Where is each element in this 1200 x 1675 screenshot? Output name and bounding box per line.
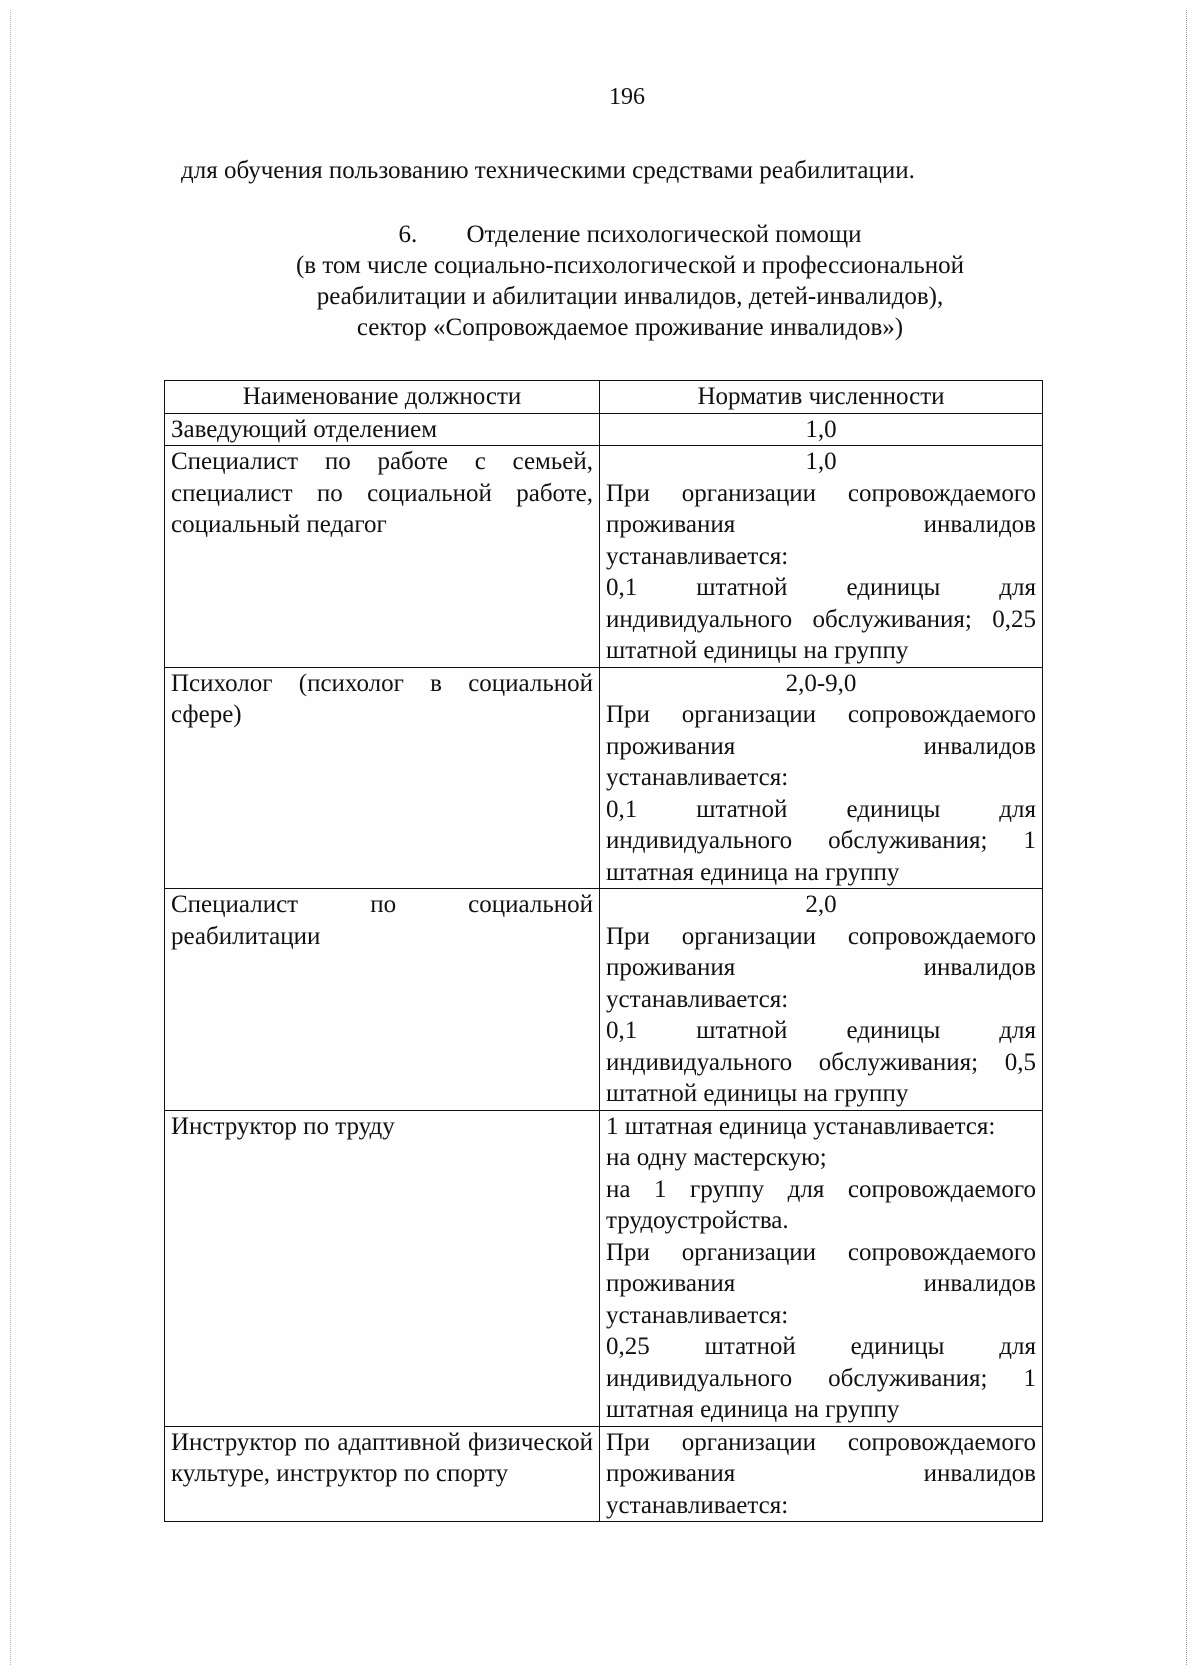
scan-edge-left <box>10 10 12 1665</box>
norm-detail: 0,1 штатной единицы для индивидуального обслуживания; 0,25 штатной единицы на группу <box>606 574 1036 664</box>
table-row <box>165 1426 1043 1522</box>
table-row <box>165 413 1043 446</box>
section-title-line-2: (в том числе социально-психологической и профессиональной <box>295 252 965 279</box>
norm-cell <box>600 446 1043 668</box>
table-row <box>165 446 1043 668</box>
norm-line: 0,25 штатной единицы для индивидуального обслуживания; 1 штатная единица на группу <box>606 1333 1036 1423</box>
position-cell: Заведующий отделением <box>165 413 600 446</box>
norm-value: 2,0-9,0 <box>785 669 857 697</box>
norm-text: При организации сопровождаемого проживания инвалидов устанавливается: <box>606 922 1036 1013</box>
norm-cell <box>600 1426 1043 1522</box>
table-header-row <box>165 381 1043 414</box>
section-title-line-3: реабилитации и абилитации инвалидов, детей-инвалидов), <box>316 283 944 310</box>
section-title-line-4: сектор «Сопровождаемое проживание инвалидов») <box>356 314 904 341</box>
norm-line: 1 штатная единица устанавливается: <box>606 1112 996 1140</box>
section-title-line-1 <box>200 219 1060 250</box>
norm-text: При организации сопровождаемого проживания инвалидов устанавливается: <box>606 479 1036 570</box>
norm-detail: 0,1 штатной единицы для индивидуального обслуживания; 1 штатная единица на группу <box>606 795 1036 886</box>
position-cell: Инструктор по адаптивной физической культуре, инструктор по спорту <box>165 1426 600 1522</box>
norm-value: 1,0 <box>805 415 837 443</box>
norm-detail: 0,1 штатной единицы для индивидуального обслуживания; 0,5 штатной единицы на группу <box>606 1017 1036 1107</box>
position-cell: Инструктор по труду <box>165 1110 600 1426</box>
norm-line: на одну мастерскую; <box>606 1144 827 1171</box>
position-cell: Психолог (психолог в социальной сфере) <box>165 667 600 889</box>
table-row <box>165 1110 1043 1426</box>
position-cell: Специалист по социальной реабилитации <box>165 889 600 1111</box>
norm-value: 1,0 <box>805 448 837 475</box>
norm-cell <box>600 667 1043 889</box>
position-cell: Специалист по работе с семьей, специалист по социальной работе, социальный педагог <box>165 446 600 668</box>
norm-cell <box>600 1110 1043 1426</box>
table-row <box>165 667 1043 889</box>
norm-line: При организации сопровождаемого проживания инвалидов устанавливается: <box>606 1238 1036 1329</box>
continuation-text: для обучения пользованию техническими средствами реабилитации. <box>181 157 915 184</box>
norm-text: При организации сопровождаемого проживания инвалидов устанавливается: <box>606 701 1036 791</box>
section-title <box>200 219 1060 343</box>
staffing-table <box>164 380 1043 1522</box>
norm-cell <box>600 413 1043 446</box>
header-position: Наименование должности <box>165 381 600 414</box>
scan-edge-right <box>1186 10 1188 1665</box>
norm-cell <box>600 889 1043 1111</box>
header-norm: Норматив численности <box>600 381 1043 414</box>
section-title-text: Отделение психологической помощи <box>466 221 862 248</box>
norm-value: 2,0 <box>805 891 837 918</box>
norm-line: на 1 группу для сопровождаемого трудоустройства. <box>606 1175 1036 1234</box>
norm-text: При организации сопровождаемого проживания инвалидов устанавливается: <box>606 1428 1036 1519</box>
table-row <box>165 889 1043 1111</box>
page-number: 196 <box>609 84 645 110</box>
section-number: 6. <box>398 221 418 248</box>
